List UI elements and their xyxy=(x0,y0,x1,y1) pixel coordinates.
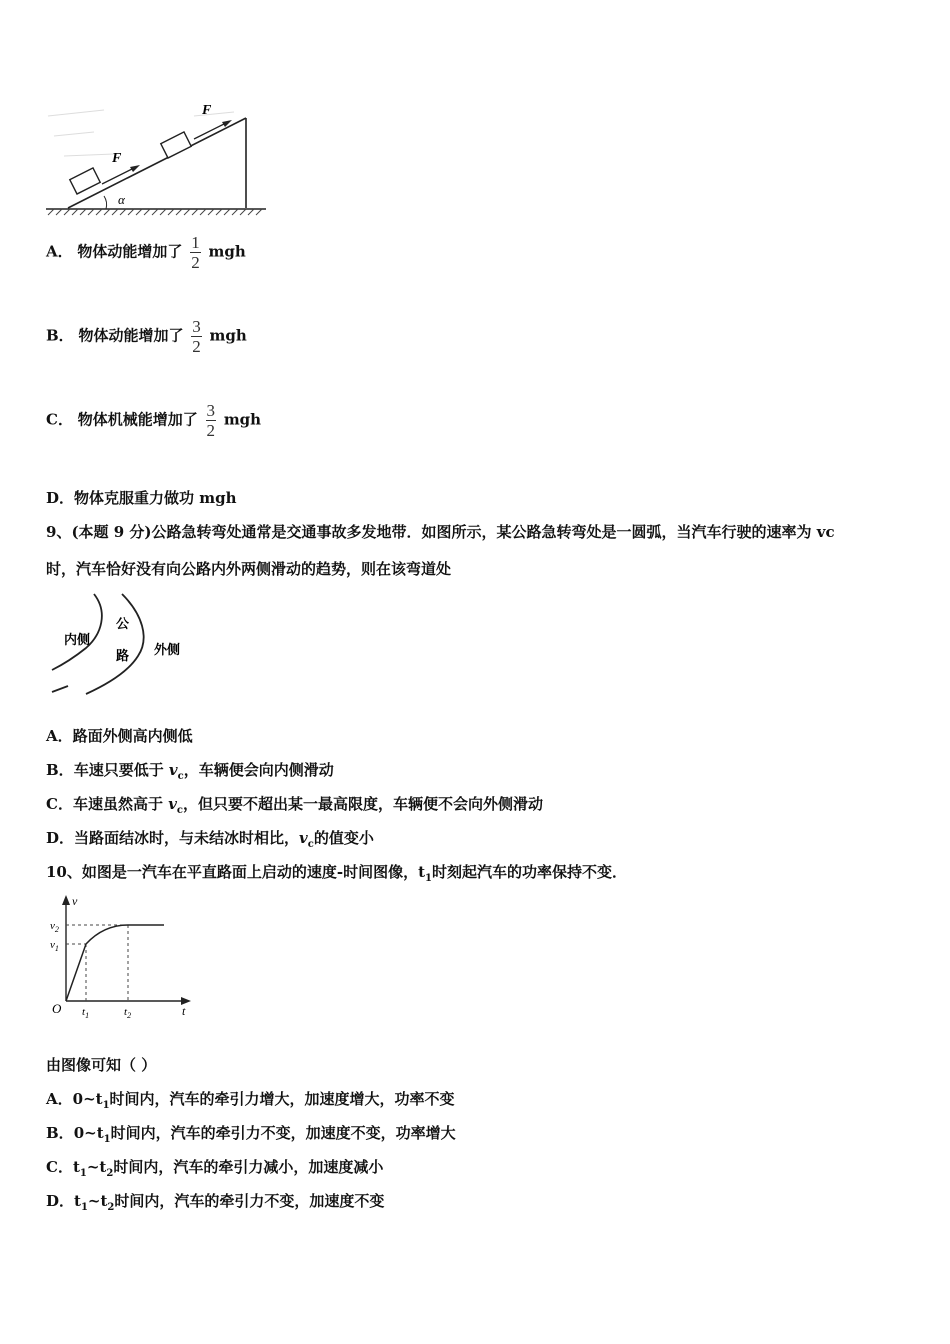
q10-stem: 10、如图是一汽车在平直路面上启动的速度-时间图像，$t_1$时刻起汽车的功率保持不变． xyxy=(46,863,628,884)
label-road-1: 公 xyxy=(116,617,130,632)
q9-option-a: A．路面外侧高内侧低 xyxy=(46,727,193,745)
q10-option-b: B．$0\sim t_1$时间内，汽车的牵引力不变，加速度不变，功率增大 xyxy=(46,1124,456,1145)
q9-option-c: C．车速虽然高于 $v_c$，但只要不超出某一最高限度，车辆便不会向外侧滑动 xyxy=(46,795,544,816)
label-t2: t xyxy=(124,1006,128,1018)
fraction: $\frac{3}{2}$ xyxy=(206,401,216,440)
label-v2: v xyxy=(50,920,55,932)
road-curve-figure xyxy=(46,592,196,704)
q9-option-b: B．车速只要低于 $v_c$，车辆便会向内侧滑动 xyxy=(46,761,334,782)
q9-stem-line1: 9、(本题 9 分)公路急转弯处通常是交通事故多发地带．如图所示，某公路急转弯处是一圆弧，当汽车行驶的速率为 vc xyxy=(46,523,835,541)
q10-option-a: A．$0\sim t_1$时间内，汽车的牵引力增大，加速度增大，功率不变 xyxy=(46,1090,455,1111)
label-t-axis: t xyxy=(182,1004,186,1018)
q9-option-d: D．当路面结冰时，与未结冰时相比，$v_c$的值变小 xyxy=(46,829,374,850)
q8-option-d: D．物体克服重力做功 mgh xyxy=(46,489,237,507)
label-v1: v xyxy=(50,939,55,951)
svg-text:v2: $v_2$ xyxy=(50,920,59,934)
label-v-axis: v xyxy=(72,894,78,908)
label-origin: O xyxy=(52,1001,62,1016)
label-inner: 内侧 xyxy=(64,633,91,648)
road-inner-edge xyxy=(52,594,102,670)
fraction: $\frac{1}{2}$ xyxy=(191,233,200,272)
q8-option-b: B． 物体动能增加了 $\frac{3}{2}$ mgh xyxy=(46,317,247,356)
label-road-2: 路 xyxy=(116,649,130,664)
label-outer: 外侧 xyxy=(154,643,181,658)
svg-text:v1: $v_1$ xyxy=(50,939,59,953)
label-F-lower: F xyxy=(112,151,122,166)
svg-text:t1: $t_1$ xyxy=(82,1006,90,1020)
svg-text:t2: $t_2$ xyxy=(124,1006,132,1020)
road-inner-dash xyxy=(52,686,68,692)
road-outer-edge xyxy=(86,594,144,694)
q10-option-c: C．$t_1\sim t_2$时间内，汽车的牵引力减小，加速度减小 xyxy=(46,1158,384,1179)
q10-prompt: 由图像可知（ ） xyxy=(46,1056,157,1074)
velocity-time-graph xyxy=(46,893,196,1021)
fraction: $\frac{3}{2}$ xyxy=(192,317,201,356)
q8-option-a: A． 物体动能增加了 $\frac{1}{2}$ mgh xyxy=(46,233,246,272)
incline-figure xyxy=(44,96,268,220)
q10-option-d: D．$t_1\sim t_2$时间内，汽车的牵引力不变，加速度不变 xyxy=(46,1192,385,1213)
label-alpha: α xyxy=(118,192,125,207)
q9-stem-line2: 时，汽车恰好没有向公路内外两侧滑动的趋势，则在该弯道处 xyxy=(46,560,452,578)
velocity-curve xyxy=(66,925,164,1001)
label-t1: t xyxy=(82,1006,86,1018)
label-F-upper: F xyxy=(202,103,212,118)
q8-option-c: C． 物体机械能增加了 $\frac{3}{2}$ mgh xyxy=(46,401,262,440)
